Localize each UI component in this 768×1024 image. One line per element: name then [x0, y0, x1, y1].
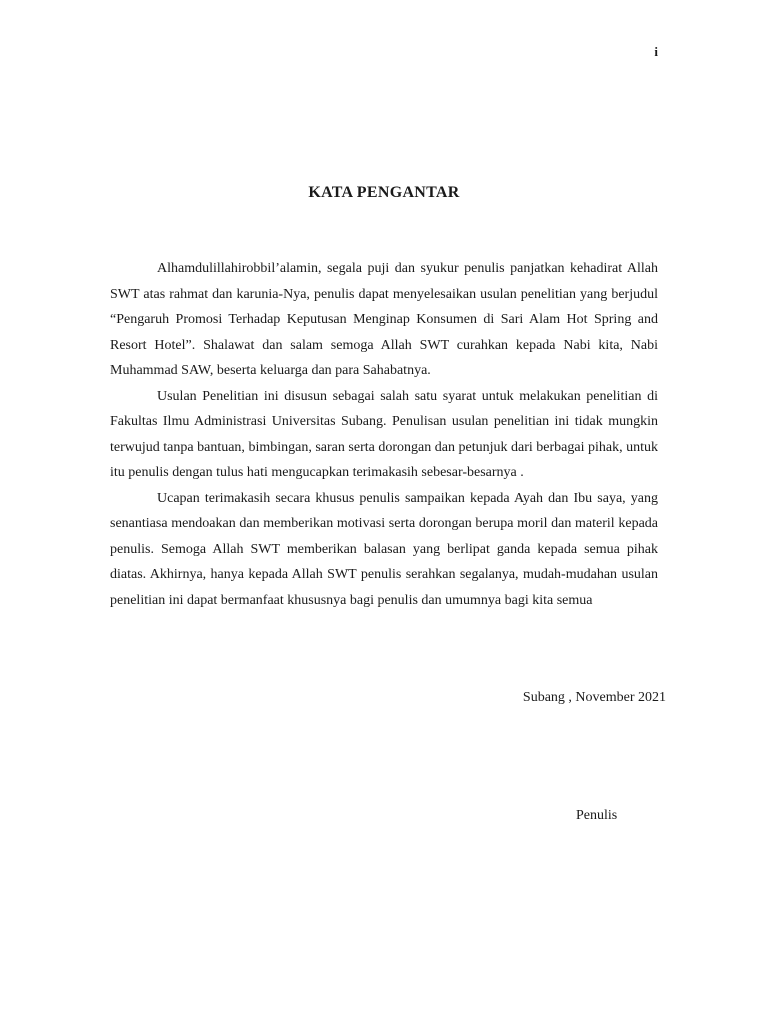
signature: Penulis	[576, 808, 618, 823]
paragraph-acknowledgement: Ucapan terimakasih secara khusus penulis sampaikan kepada Ayah dan Ibu saya, yang senantiasa mendoakan dan memberikan motivasi serta dorongan berupa moril dan materil kepada penulis. Semoga Allah SWT memberikan balasan yang berlipat ganda kepada semua pihak diatas. Akhirnya, hanya kepada Allah SWT penulis serahkan segalanya, mudah-mudahan usulan penelitian ini dapat bermanfaat khususnya bagi penulis dan umumnya bagi kita semua	[110, 490, 658, 608]
place-date: Subang , November 2021	[522, 690, 666, 705]
page-number: i	[654, 44, 658, 59]
paragraph-opening: Alhamdulillahirobbil’alamin, segala puji dan syukur penulis panjatkan kehadirat Allah SWT atas rahmat dan karunia-Nya, penulis dapat menyelesaikan usulan penelitian yang berjudul “Pengaruh Promosi Terhadap Keputusan Menginap Konsumen di Sari Alam Hot Spring and Resort Hotel”. Shalawat dan salam semoga Allah SWT curahkan kepada Nabi kita, Nabi Muhammad SAW, beserta keluarga dan para Sahabatnya.	[110, 261, 658, 378]
body-text	[110, 256, 658, 613]
page-title: KATA PENGANTAR	[308, 184, 460, 201]
paragraph-purpose: Usulan Penelitian ini disusun sebagai salah satu syarat untuk melakukan penelitian di Fakultas Ilmu Administrasi Universitas Subang. Penulisan usulan penelitian ini tidak mungkin terwujud tanpa bantuan, bimbingan, saran serta dorongan dan petunjuk dari berbagai pihak, untuk itu penulis dengan tulus hati mengucapkan terimakasih sebesar-besarnya .	[110, 388, 658, 480]
